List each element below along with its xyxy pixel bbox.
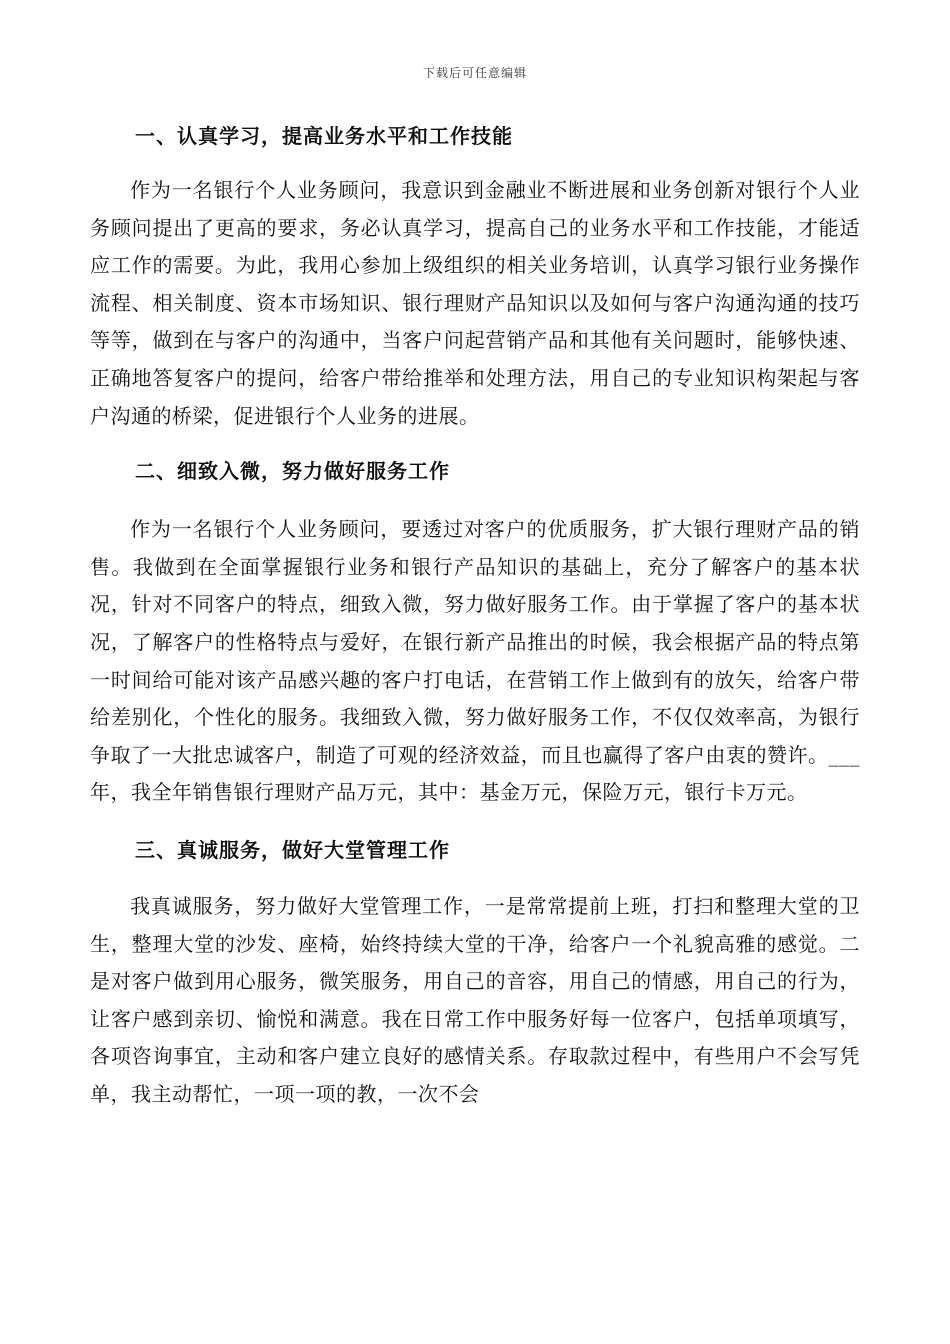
section-paragraph: 作为一名银行个人业务顾问，我意识到金融业不断进展和业务创新对银行个人业务顾问提出了更高的要求，务必认真学习，提高自己的业务水平和工作技能，才能适应工作的需要。为此，我用心参加上级组织的相关业务培训，认真学习银行业务操作流程、相关制度、资本市场知识、银行理财产品知识以及如何与客户沟通沟通的技巧等等，做到在与客户的沟通中，当客户问起营销产品和其他有关问题时，能够快速、正确地答复客户的提问，给客户带给推举和处理方法，用自己的专业知识构架起与客户沟通的桥梁，促进银行个人业务的进展。: [90, 178, 860, 428]
section-heading: 三、真诚服务，做好大堂管理工作: [135, 837, 450, 862]
section-study: [90, 118, 860, 435]
section-service: [90, 453, 860, 812]
section-paragraph: 我真诚服务，努力做好大堂管理工作，一是常常提前上班，打扫和整理大堂的卫生，整理大堂的沙发、座椅，始终持续大堂的干净，给客户一个礼貌高雅的感觉。二是对客户做到用心服务，微笑服务，用自己的音容，用自己的情感，用自己的行为，让客户感到亲切、愉悦和满意。我在日常工作中服务好每一位客户，包括单项填写，各项咨询事宜，主动和客户建立良好的感情关系。存取款过程中，有些用户不会写凭单，我主动帮忙，一项一项的教，一次不会: [90, 893, 860, 1106]
section-lobby-management: [90, 832, 860, 1114]
section-paragraph: 作为一名银行个人业务顾问，要透过对客户的优质服务，扩大银行理财产品的销售。我做到在全面掌握银行业务和银行产品知识的基础上，充分了解客户的基本状况，针对不同客户的特点，细致入微，努力做好服务工作。由于掌握了客户的基本状况，了解客户的性格特点与爱好，在银行新产品推出的时候，我会根据产品的特点第一时间给可能对该产品感兴趣的客户打电话，在营销工作上做到有的放矢，给客户带给差别化，个性化的服务。我细致入微，努力做好服务工作，不仅仅效率高，为银行争取了一大批忠诚客户，制造了可观的经济效益，而且也赢得了客户由衷的赞许。___年，我全年销售银行理财产品万元，其中：基金万元，保险万元，银行卡万元。: [90, 517, 860, 805]
document-body: [90, 118, 860, 1113]
section-heading: 二、细致入微，努力做好服务工作: [135, 459, 450, 484]
page-header-note: 下载后可任意编辑: [422, 66, 527, 80]
section-heading: 一、认真学习，提高业务水平和工作技能: [135, 124, 513, 148]
